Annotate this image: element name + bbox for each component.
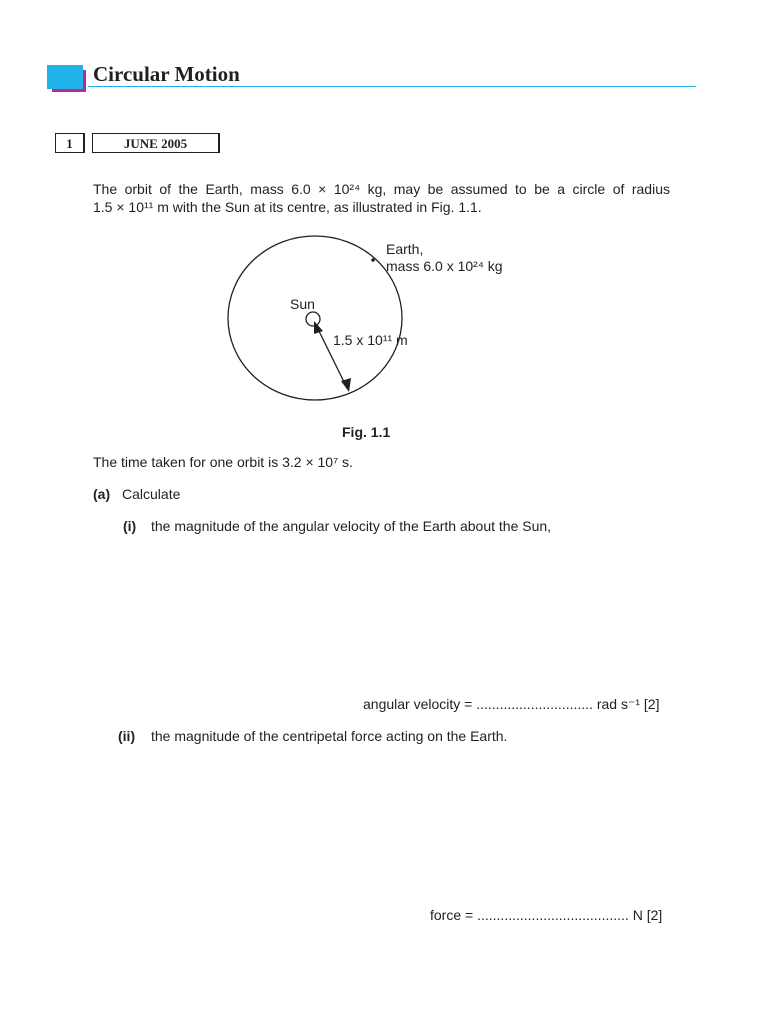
answer-prefix: force = [430, 907, 478, 923]
answer-unit: rad s⁻¹ [596, 696, 641, 712]
intro-line-2: 1.5 × 10¹¹ m with the Sun at its centre, as illustrated in Fig. 1.1. [93, 199, 482, 215]
intro-line-1: The orbit of the Earth, mass 6.0 × 10²⁴ kg, may be assumed to be a circle of radius [93, 181, 670, 197]
sun-label: Sun [290, 296, 315, 312]
answer-prefix: angular velocity = [363, 696, 477, 712]
page-title: Circular Motion [93, 62, 240, 86]
part-a-i-text: the magnitude of the angular velocity of the Earth about the Sun, [151, 518, 552, 534]
part-a-ii-text: the magnitude of the centripetal force acting on the Earth. [151, 728, 508, 744]
force-answer-line [430, 906, 662, 924]
earth-marker [371, 258, 375, 262]
orbit-time-text: The time taken for one orbit is 3.2 × 10⁷ s. [93, 454, 353, 470]
earth-mass-label: mass 6.0 x 10²⁴ kg [386, 258, 503, 274]
part-a-text: Calculate [122, 486, 181, 502]
sun-marker [306, 312, 320, 326]
part-a-i-label: (i) [123, 518, 137, 534]
earth-label: Earth, [386, 241, 424, 257]
answer-unit: N [632, 907, 643, 923]
question-session: JUNE 2005 [92, 133, 220, 153]
answer-dots[interactable]: ....................................... [477, 907, 629, 923]
question-number: 1 [55, 133, 85, 153]
marks: [2] [646, 907, 663, 923]
marks: [2] [643, 696, 660, 712]
answer-dots[interactable]: .............................. [476, 696, 593, 712]
orbit-circle [228, 236, 402, 400]
angular-velocity-answer-line [363, 695, 659, 713]
radius-label: 1.5 x 10¹¹ m [333, 332, 408, 348]
figure-caption: Fig. 1.1 [342, 424, 391, 440]
part-a-label: (a) [93, 486, 111, 502]
part-a-ii-label: (ii) [118, 728, 136, 744]
